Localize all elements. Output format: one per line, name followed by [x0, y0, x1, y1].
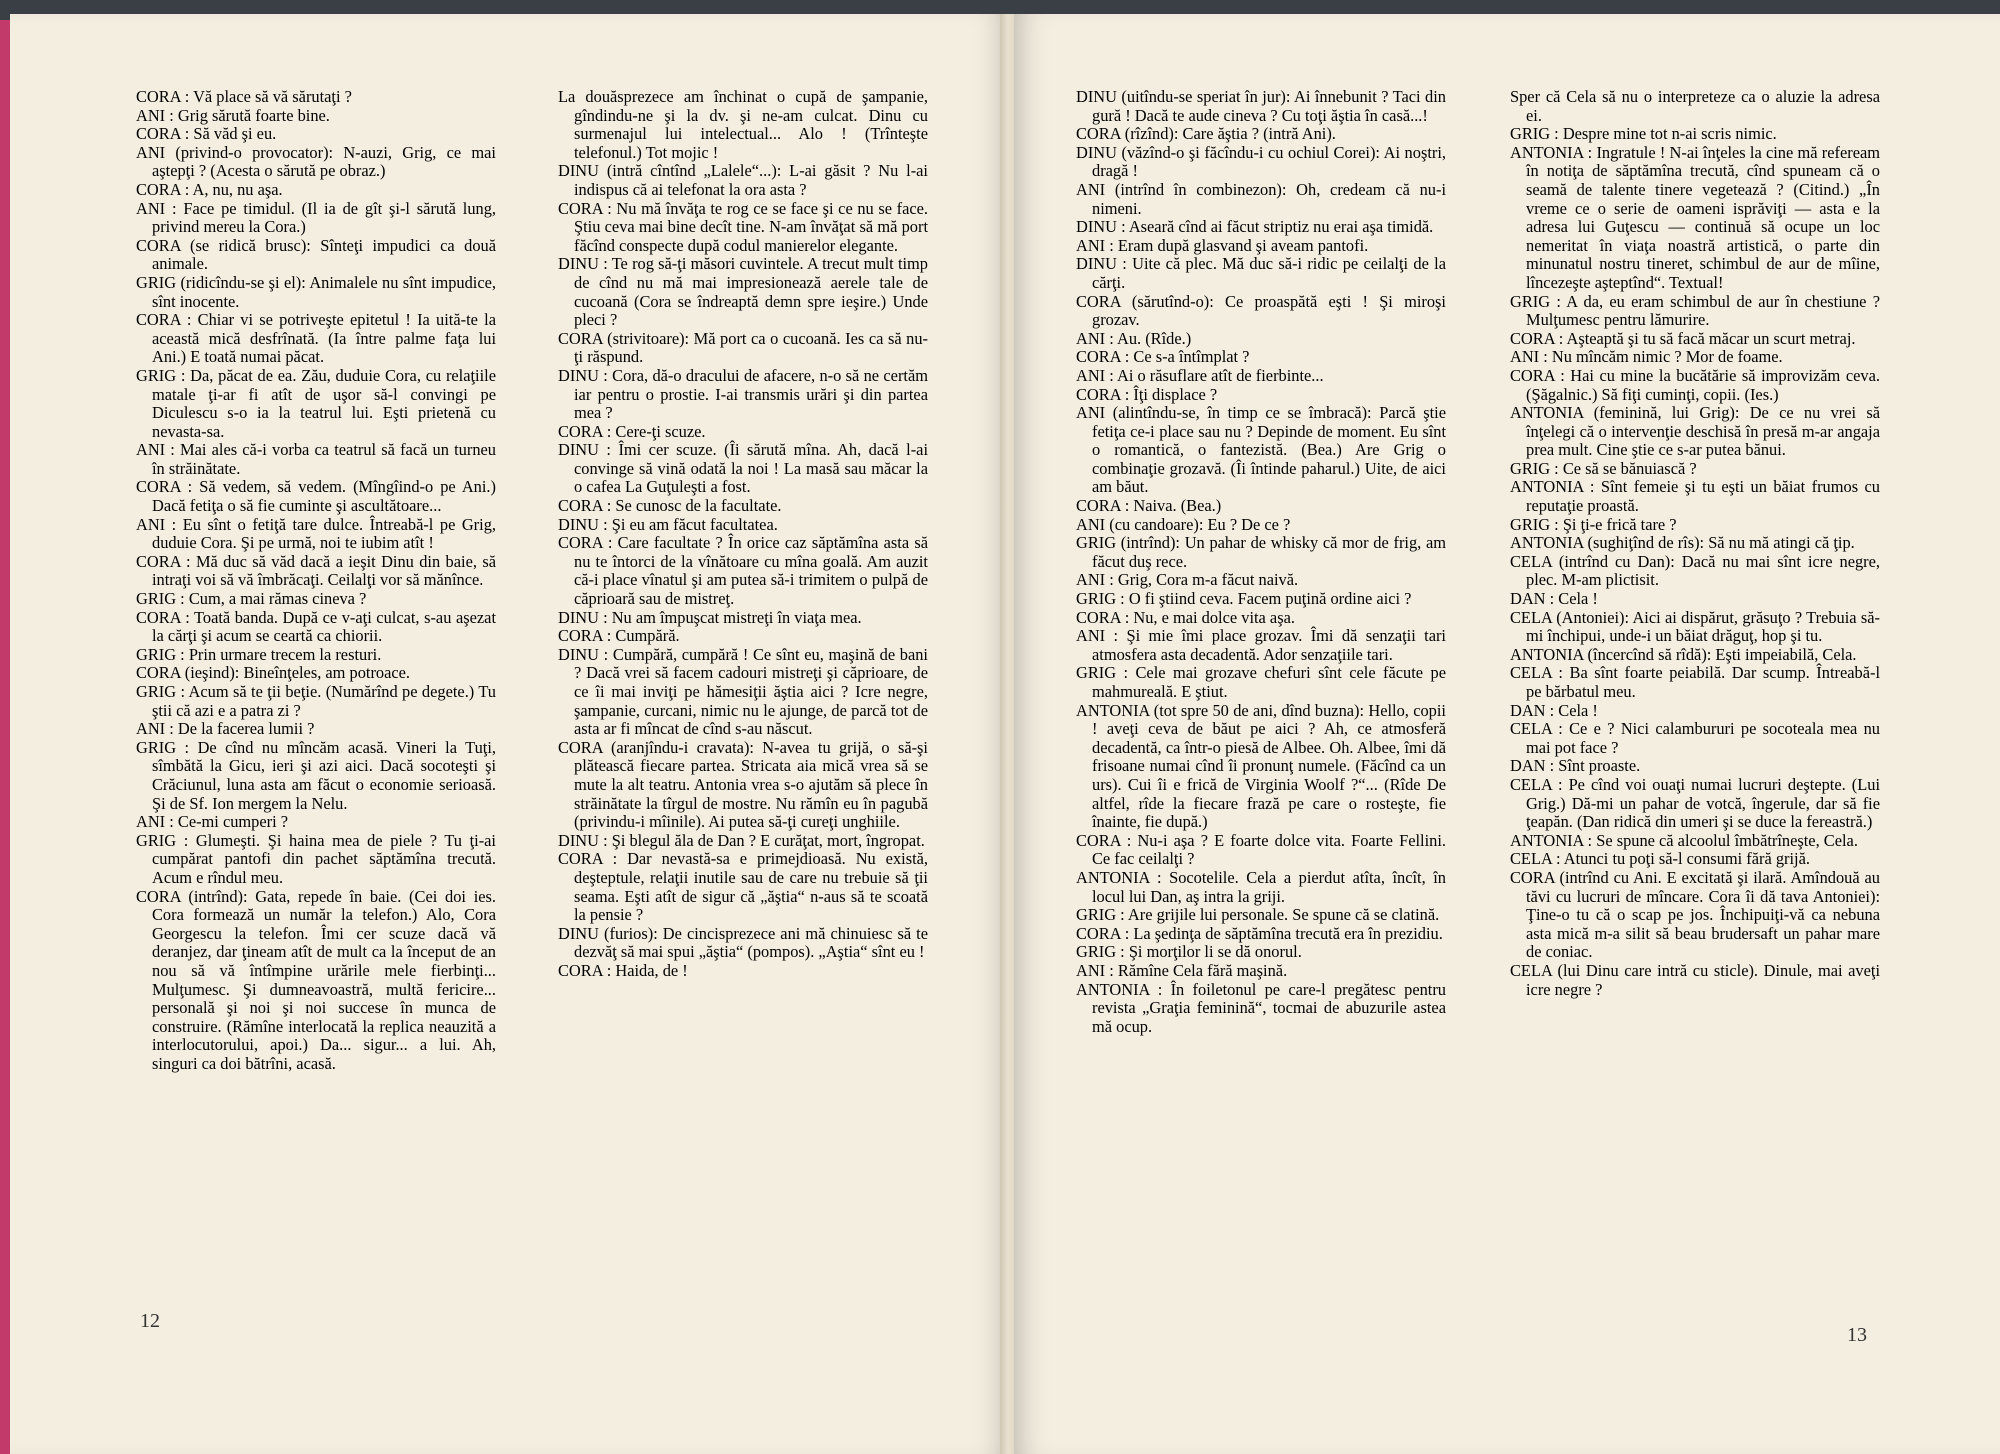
dialogue-line: DAN : Cela ! [1510, 700, 1598, 720]
dialogue-line: CORA : Haida, de ! [558, 960, 688, 980]
dialogue-line: DINU : Cora, dă-o dracului de afacere, n-o să ne certăm iar pentru o prostie. I-ai transmis urări şi din partea mea ? [558, 365, 928, 423]
dialogue-line: DAN : Cela ! [1510, 589, 1598, 609]
dialogue-line: GRIG (intrînd): Un pahar de whisky că mor de frig, am făcut duş rece. [1076, 533, 1446, 571]
dialogue-line: CELA (Antoniei): Aici ai dispărut, grăsuţo ? Trebuia să-mi închipui, unde-i un băiat drăguţ, hop şi tu. [1510, 607, 1880, 646]
dialogue-line: CELA (lui Dinu care intră cu sticle). Dinule, mai aveţi icre negre ? [1510, 960, 1880, 999]
dialogue-line: DAN : Sînt proaste. [1510, 756, 1641, 776]
dialogue-line: GRIG : Da, păcat de ea. Zău, duduie Cora, cu relaţiile matale ţi-ar fi atît de uşor să-l convingi pe Diculescu s-o ia la teatrul lui. Eşti prietenă cu nevasta-sa. [136, 365, 496, 441]
dialogue-line: CELA : Atunci tu poţi să-l consumi fără grijă. [1510, 849, 1810, 869]
dialogue-line: GRIG : Glumeşti. Şi haina mea de piele ? Tu ţi-ai cumpărat pantofi din pachet săptămîna trecută. Acum e rîndul meu. [136, 830, 496, 887]
dialogue-line: CELA : Ba sînt foarte peiabilă. Dar scump. Întreabă-l pe bărbatul meu. [1510, 663, 1880, 701]
dialogue-line: DINU : Nu am împuşcat mistreţi în viaţa mea. [558, 607, 862, 627]
dialogue-line: CORA : Cere-ţi scuze. [558, 421, 706, 441]
dialogue-line: DINU : Cumpără, cumpără ! Ce sînt eu, maşină de bani ? Dacă vrei să facem cadouri mistreţi şi căprioare, de ce îi mai inviţi pe hămesiţii ăştia aici ? Icre negre, şampanie, curcani, nimic nu le ajunge, de parcă tot de asta ar fi mîncat de cînd s-au născut. [558, 644, 928, 739]
dialogue-line: GRIG : Acum să te ţii beţie. (Numărînd pe degete.) Tu ştii că azi e a patra zi ? [136, 682, 496, 720]
dialogue-line: DINU : Şi blegul ăla de Dan ? E curăţat, mort, îngropat. [558, 830, 925, 850]
dialogue-line: ANTONIA : În foiletonul pe care-l pregătesc pentru revista „Graţia feminină“, tocmai de abuzurile astea mă ocup. [1076, 979, 1446, 1036]
dialogue-line: CORA (intrînd): Gata, repede în baie. (Cei doi ies. Cora formează un număr la telefon.) Alo, Cora Georgescu la telefon. Îmi cer scuze dacă vă deranjez, dar ţineam atît de mult ca la început de an nou să vă întîmpine urările mele fierbinţi... Mulţumesc. Şi dumneavoastră, multă fericire... personală şi noi şi noi succese în munca de construire. (Rămîne interlocată la replica neauzită a interlocutorului, apoi.) Da... sigur... a lui. Ah, singuri ca doi bătrîni, acasă. [136, 886, 496, 1073]
text-column-2 [558, 88, 928, 1088]
dialogue-line: CORA : Care facultate ? În orice caz săptămîna asta să nu te întorci de la vînătoare cu mîna goală. Am auzit că-i place vînatul şi am putea să-i trimitem o pulpă de căprioară sau de mistreţ. [558, 533, 928, 609]
page-number-right: 13 [1847, 1324, 1867, 1346]
dialogue-line: GRIG : A da, eu eram schimbul de aur în chestiune ? Mulţumesc pentru lămurire. [1510, 291, 1880, 330]
dialogue-line: CORA : Naiva. (Bea.) [1076, 496, 1222, 516]
dialogue-line: GRIG : Cele mai grozave chefuri sînt cele făcute pe mahmureală. E ştiut. [1076, 663, 1446, 701]
dialogue-line: ANI : Face pe timidul. (Il ia de gît şi-l sărută lung, privind mereu la Cora.) [136, 198, 496, 237]
dialogue-line: CELA : Pe cînd voi ouaţi numai lucruri deştepte. (Lui Grig.) Dă-mi un pahar de votcă, îngerule, dar să fie ţeapăn. (Dan ridică din umeri şi se duce la fereastră.) [1510, 774, 1880, 832]
text-column-1 [136, 88, 496, 1088]
dialogue-line: ANI : Au. (Rîde.) [1076, 328, 1192, 348]
dialogue-line: ANI : Eu sînt o fetiţă tare dulce. Întreabă-l pe Grig, duduie Cora. Şi pe urmă, noi te iubim atît ! [136, 514, 496, 553]
dialogue-line: CORA (ieşind): Bineînţeles, am potroace. [136, 663, 411, 683]
dialogue-line: CORA : Chiar vi se potriveşte epitetul ! Ia uită-te la această mică desfrînată. (Ia între palme faţa lui Ani.) E toată numai păcat. [136, 310, 496, 367]
dialogue-line: ANI : De la facerea lumii ? [136, 719, 315, 739]
dialogue-line: ANI : Mai ales că-i vorba ca teatrul să facă un turneu în străinătate. [136, 440, 496, 478]
dialogue-line: GRIG : Şi morţilor li se dă onorul. [1076, 942, 1302, 962]
dialogue-line: Sper că Cela să nu o interpreteze ca o aluzie la adresa ei. [1510, 88, 1880, 125]
dialogue-line: CORA : La şedinţa de săptămîna trecută era în prezidiu. [1076, 923, 1443, 943]
dialogue-line: DINU : Îmi cer scuze. (Îi sărută mîna. Ah, dacă l-ai convinge să vină odată la noi ! La masă sau măcar la o cafea La Guţuleşti a fost. [558, 440, 928, 497]
dialogue-line: CORA (strivitoare): Mă port ca o cucoană. Ies ca să nu-ţi răspund. [558, 328, 928, 367]
dialogue-line: CELA : Ce e ? Nici calambururi pe socoteala mea nu mai pot face ? [1510, 719, 1880, 757]
dialogue-line: CORA : Să văd şi eu. [136, 124, 277, 144]
dialogue-line: ANTONIA : Sînt femeie şi tu eşti un băiat frumos cu reputaţie proastă. [1510, 477, 1880, 516]
dialogue-line: CORA : Mă duc să văd dacă a ieşit Dinu din baie, să intraţi voi să vă îmbrăcaţi. Ceilalţi vor să mănînce. [136, 551, 496, 590]
dialogue-line: CORA (intrînd cu Ani. E excitată şi ilară. Amîndouă au tăvi cu lucruri de mîncare. Cora îi dă tava Antoniei): Ţine-o tu că o scap pe jos. Închipuiţi-vă ca nebuna asta mică m-a silit să beau brudersaft un pahar mare de coniac. [1510, 867, 1880, 962]
dialogue-line: CORA (se ridică brusc): Sînteţi impudici ca două animale. [136, 235, 496, 274]
dialogue-line: GRIG : De cînd nu mîncăm acasă. Vineri la Tuţi, sîmbătă la Gicu, ieri şi azi aici. Dacă socoteşti şi Crăciunul, luna asta am făcut o economie serioasă. Şi de Sf. Ion mergem la Nelu. [136, 737, 496, 813]
dialogue-line: CORA : Se cunosc de la facultate. [558, 496, 782, 516]
dialogue-line: CORA : Toată banda. După ce v-aţi culcat, s-au aşezat la cărţi şi acum se ceartă ca chiorii. [136, 607, 496, 646]
dialogue-line: GRIG : Are grijile lui personale. Se spune că se clatină. [1076, 905, 1440, 925]
dialogue-line: CORA (sărutînd-o): Ce proaspătă eşti ! Şi miroşi grozav. [1076, 291, 1446, 330]
dialogue-line: ANTONIA : Se spune că alcoolul îmbătrîneşte, Cela. [1510, 830, 1858, 850]
dialogue-line: CORA : Nu, e mai dolce vita aşa. [1076, 607, 1295, 627]
dialogue-line: CORA : Ce s-a întîmplat ? [1076, 347, 1250, 367]
dialogue-line: CORA (rîzînd): Care ăştia ? (intră Ani). [1076, 124, 1336, 144]
dialogue-line: CORA : Hai cu mine la bucătărie să improvizăm ceva. (Şăgalnic.) Să fiţi cuminţi, copii. (Ies.) [1510, 365, 1880, 404]
dialogue-line: GRIG : Şi ţi-e frică tare ? [1510, 514, 1677, 534]
dialogue-line: DINU (furios): De cincisprezece ani mă chinuiesc să te dezvăţ să mai spui „ăştia“ (pompos). „Aştia“ sînt eu ! [558, 923, 928, 962]
dialogue-line: CORA : A, nu, nu aşa. [136, 179, 283, 199]
dialogue-line: ANI (cu candoare): Eu ? De ce ? [1076, 514, 1291, 534]
dialogue-line: La douăsprezece am închinat o cupă de şampanie, gîndindu-ne şi la dv. şi ne-am culcat. Dinu cu surmenajul lui intelectual... Alo ! (Trînteşte telefonul.) Tot mojic ! [558, 88, 928, 162]
dialogue-line: ANI (privind-o provocator): N-auzi, Grig, ce mai aştepţi ? (Acesta o sărută pe obraz.) [136, 142, 496, 181]
dialogue-line: CORA : Cumpără. [558, 626, 680, 646]
dialogue-line: ANTONIA : Socotelile. Cela a pierdut atîta, încît, în locul lui Dan, aş intra la griji. [1076, 867, 1446, 906]
dialogue-line: CORA : Vă place să vă sărutaţi ? [136, 88, 352, 106]
dialogue-line: DINU : Aseară cînd ai făcut striptiz nu erai aşa timidă. [1076, 217, 1434, 237]
dialogue-line: CORA : Dar nevastă-sa e primejdioasă. Nu există, deşteptule, relaţii inutile sau de care nu trebuie să ţii seama. Eşti atît de sigur că „ăştia“ n-aus să te scoată la pensie ? [558, 849, 928, 925]
dialogue-line: ANTONIA (sughiţînd de rîs): Să nu mă atingi că ţip. [1510, 533, 1855, 553]
dialogue-line: ANI : Eram după glasvand şi aveam pantofi. [1076, 235, 1369, 255]
dialogue-line: ANTONIA : Ingratule ! N-ai înţeles la cine mă refeream în notiţa de săptămîna trecută, cînd spuneam că o seamă de talente tinere vegetează ? (Citind.) „În vreme ce o serie de oameni isprăviţi — asta e la adresa lui Guţescu — continuă să ocupe un loc nemeritat în viaţa noastră artistică, o parte din minunatul nostru tineret, schimbul de aur de mîine, lîncezeşte aşteptînd“. Textual! [1510, 142, 1880, 292]
dialogue-line: ANI : Grig, Cora m-a făcut naivă. [1076, 570, 1299, 590]
dialogue-line: CORA (aranjîndu-i cravata): N-avea tu grijă, o să-şi plătească fiecare partea. Stricata aia mică vrea să se mute la alt teatru. Antonia vrea s-o ajutăm să plece în străinătate la tîrgul de mostre. Nu rămîn eu în pagubă (privindu-i mîinile). Ai putea să-ţi cureţi unghiile. [558, 737, 928, 832]
dialogue-line: CORA : Aşteaptă şi tu să facă măcar un scurt metraj. [1510, 328, 1856, 348]
dialogue-line: DINU (uitîndu-se speriat în jur): Ai înnebunit ? Taci din gură ! Dacă te aude cineva ? Cu toţi ăştia în casă...! [1076, 88, 1446, 125]
dialogue-line: ANI : Grig sărută foarte bine. [136, 105, 330, 125]
dialogue-line: ANI : Rămîne Cela fără maşină. [1076, 960, 1288, 980]
dialogue-line: DINU : Te rog să-ţi măsori cuvintele. A trecut mult timp de cînd nu mă mai impresionează aerele tale de cucoană (Cora se îndreaptă demn spre ieşire.) Unde pleci ? [558, 254, 928, 330]
dialogue-line: CORA : Să vedem, să vedem. (Mîngîind-o pe Ani.) Dacă fetiţa o să fie cuminte şi ascultătoare... [136, 477, 496, 516]
dialogue-line: ANI (alintîndu-se, în timp ce se îmbracă): Parcă ştie fetiţa ce-i place sau nu ? Depinde de moment. Eu sînt o romantică, o fantezistă. (Bea.) Are Grig o combinaţie grozavă. (Îi întinde paharul.) Uite, de aici am băut. [1076, 403, 1446, 497]
text-column-4 [1510, 88, 1880, 1088]
dialogue-line: GRIG : Cum, a mai rămas cineva ? [136, 589, 367, 609]
dialogue-line: CORA : Nu-i aşa ? E foarte dolce vita. Foarte Fellini. Ce fac ceilalţi ? [1076, 830, 1446, 869]
dialogue-line: DINU : Uite că plec. Mă duc să-i ridic pe ceilalţi de la cărţi. [1076, 254, 1446, 292]
dialogue-line: GRIG : O fi ştiind ceva. Facem puţină ordine aici ? [1076, 589, 1412, 609]
dialogue-line: DINU (intră cîntînd „Lalele“...): L-ai găsit ? Nu l-ai indispus că ai telefonat la ora asta ? [558, 161, 928, 199]
dialogue-line: GRIG (ridicîndu-se şi el): Animalele nu sînt impudice, sînt inocente. [136, 272, 496, 311]
dialogue-line: ANI : Şi mie îmi place grozav. Îmi dă senzaţii tari atmosfera asta decadentă. Ador senzaţiile tari. [1076, 626, 1446, 664]
dialogue-line: DINU : Şi eu am făcut facultatea. [558, 514, 778, 534]
dialogue-line: CORA : Îţi displace ? [1076, 384, 1218, 404]
dialogue-line: ANTONIA (încercînd să rîdă): Eşti impeiabilă, Cela. [1510, 644, 1857, 664]
dialogue-line: GRIG : Prin urmare trecem la resturi. [136, 644, 382, 664]
text-column-3 [1076, 88, 1446, 1088]
dialogue-line: ANTONIA (feminină, lui Grig): De ce nu vrei să înţelegi că o intervenţie deschisă în presă m-ar angaja prea mult. Cine ştie ce s-ar putea bănui. [1510, 403, 1880, 460]
dialogue-line: GRIG : Despre mine tot n-ai scris nimic. [1510, 124, 1777, 144]
dialogue-line: ANI : Nu mîncăm nimic ? Mor de foame. [1510, 347, 1783, 367]
dialogue-line: ANI : Ai o răsuflare atît de fierbinte... [1076, 365, 1324, 385]
dialogue-line: ANI (intrînd în combinezon): Oh, credeam că nu-i nimeni. [1076, 179, 1446, 218]
dialogue-line: CORA : Nu mă învăţa te rog ce se face şi ce nu se face. Ştiu ceva mai bine decît tine. N-am învăţat să mă port făcînd conspecte după codul manierelor elegante. [558, 198, 928, 255]
dialogue-line: ANI : Ce-mi cumperi ? [136, 812, 289, 832]
dialogue-line: ANTONIA (tot spre 50 de ani, dînd buzna): Hello, copii ! aveţi ceva de băut pe aici ? Ah, ce atmosferă decadentă, ca într-o piesă de Albee. Oh. Albee, îmi dă frisoane numai cînd îi pronunţ numele. (Făcînd ca un urs). Cui îi e frică de Virginia Woolf ?“... (Rîde De altfel, rîde la fiecare frază pe care o rosteşte, fie înainte, fie după.) [1076, 700, 1446, 832]
dialogue-line: GRIG : Ce să se bănuiască ? [1510, 458, 1697, 478]
dialogue-line: CELA (intrînd cu Dan): Dacă nu mai sînt icre negre, plec. M-am plictisit. [1510, 551, 1880, 590]
dialogue-line: DINU (văzînd-o şi făcîndu-i cu ochiul Corei): Ai noştri, dragă ! [1076, 142, 1446, 181]
page-number-left: 12 [140, 1310, 160, 1332]
